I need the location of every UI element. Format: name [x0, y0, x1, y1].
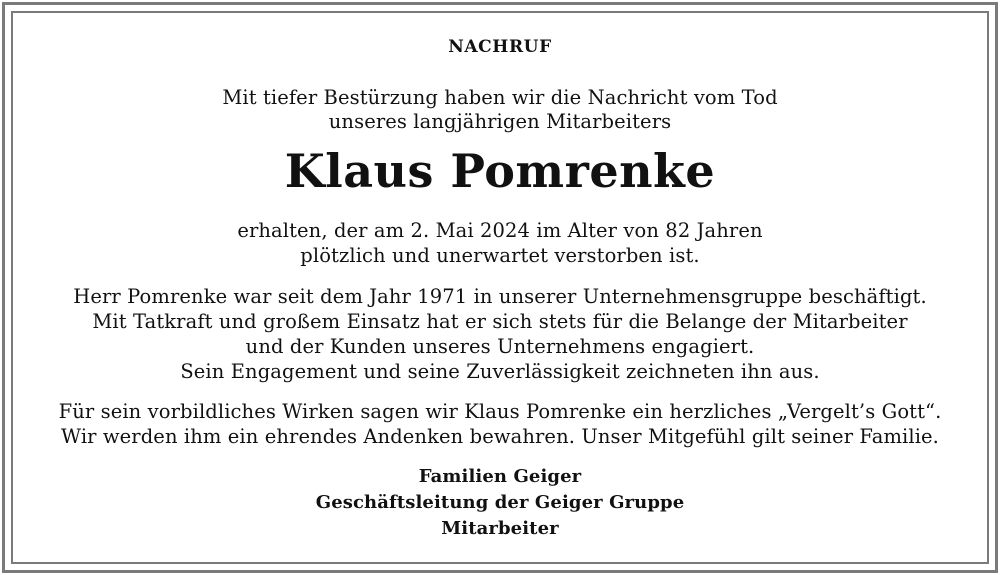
- intro-line-1: Mit tiefer Bestürzung haben wir die Nachricht vom Tod: [222, 86, 778, 109]
- death-info-line-1: erhalten, der am 2. Mai 2024 im Alter von 82 Jahren: [237, 219, 763, 242]
- tribute-line-4: Sein Engagement und seine Zuverlässigkeit zeichneten ihn aus.: [180, 360, 820, 383]
- death-info-line-2: plötzlich und unerwartet verstorben ist.: [300, 244, 700, 267]
- tribute-line-1: Herr Pomrenke war seit dem Jahr 1971 in unserer Unternehmensgruppe beschäftigt.: [73, 285, 927, 308]
- signatory-families: Familien Geiger: [418, 466, 582, 487]
- deceased-name: Klaus Pomrenke: [284, 144, 716, 198]
- signatory-management: Geschäftsleitung der Geiger Gruppe: [315, 492, 685, 513]
- notice-heading: NACHRUF: [448, 37, 552, 57]
- thanks-line-2: Wir werden ihm ein ehrendes Andenken bewahren. Unser Mitgefühl gilt seiner Familie.: [61, 425, 939, 448]
- tribute-line-2: Mit Tatkraft und großem Einsatz hat er sich stets für die Belange der Mitarbeiter: [92, 310, 908, 333]
- signatory-employees: Mitarbeiter: [441, 518, 559, 539]
- thanks-line-1: Für sein vorbildliches Wirken sagen wir Klaus Pomrenke ein herzliches „Vergelt’s Gott“.: [58, 400, 942, 423]
- tribute-line-3: und der Kunden unseres Unternehmens engagiert.: [245, 335, 755, 358]
- intro-line-2: unseres langjährigen Mitarbeiters: [328, 110, 672, 133]
